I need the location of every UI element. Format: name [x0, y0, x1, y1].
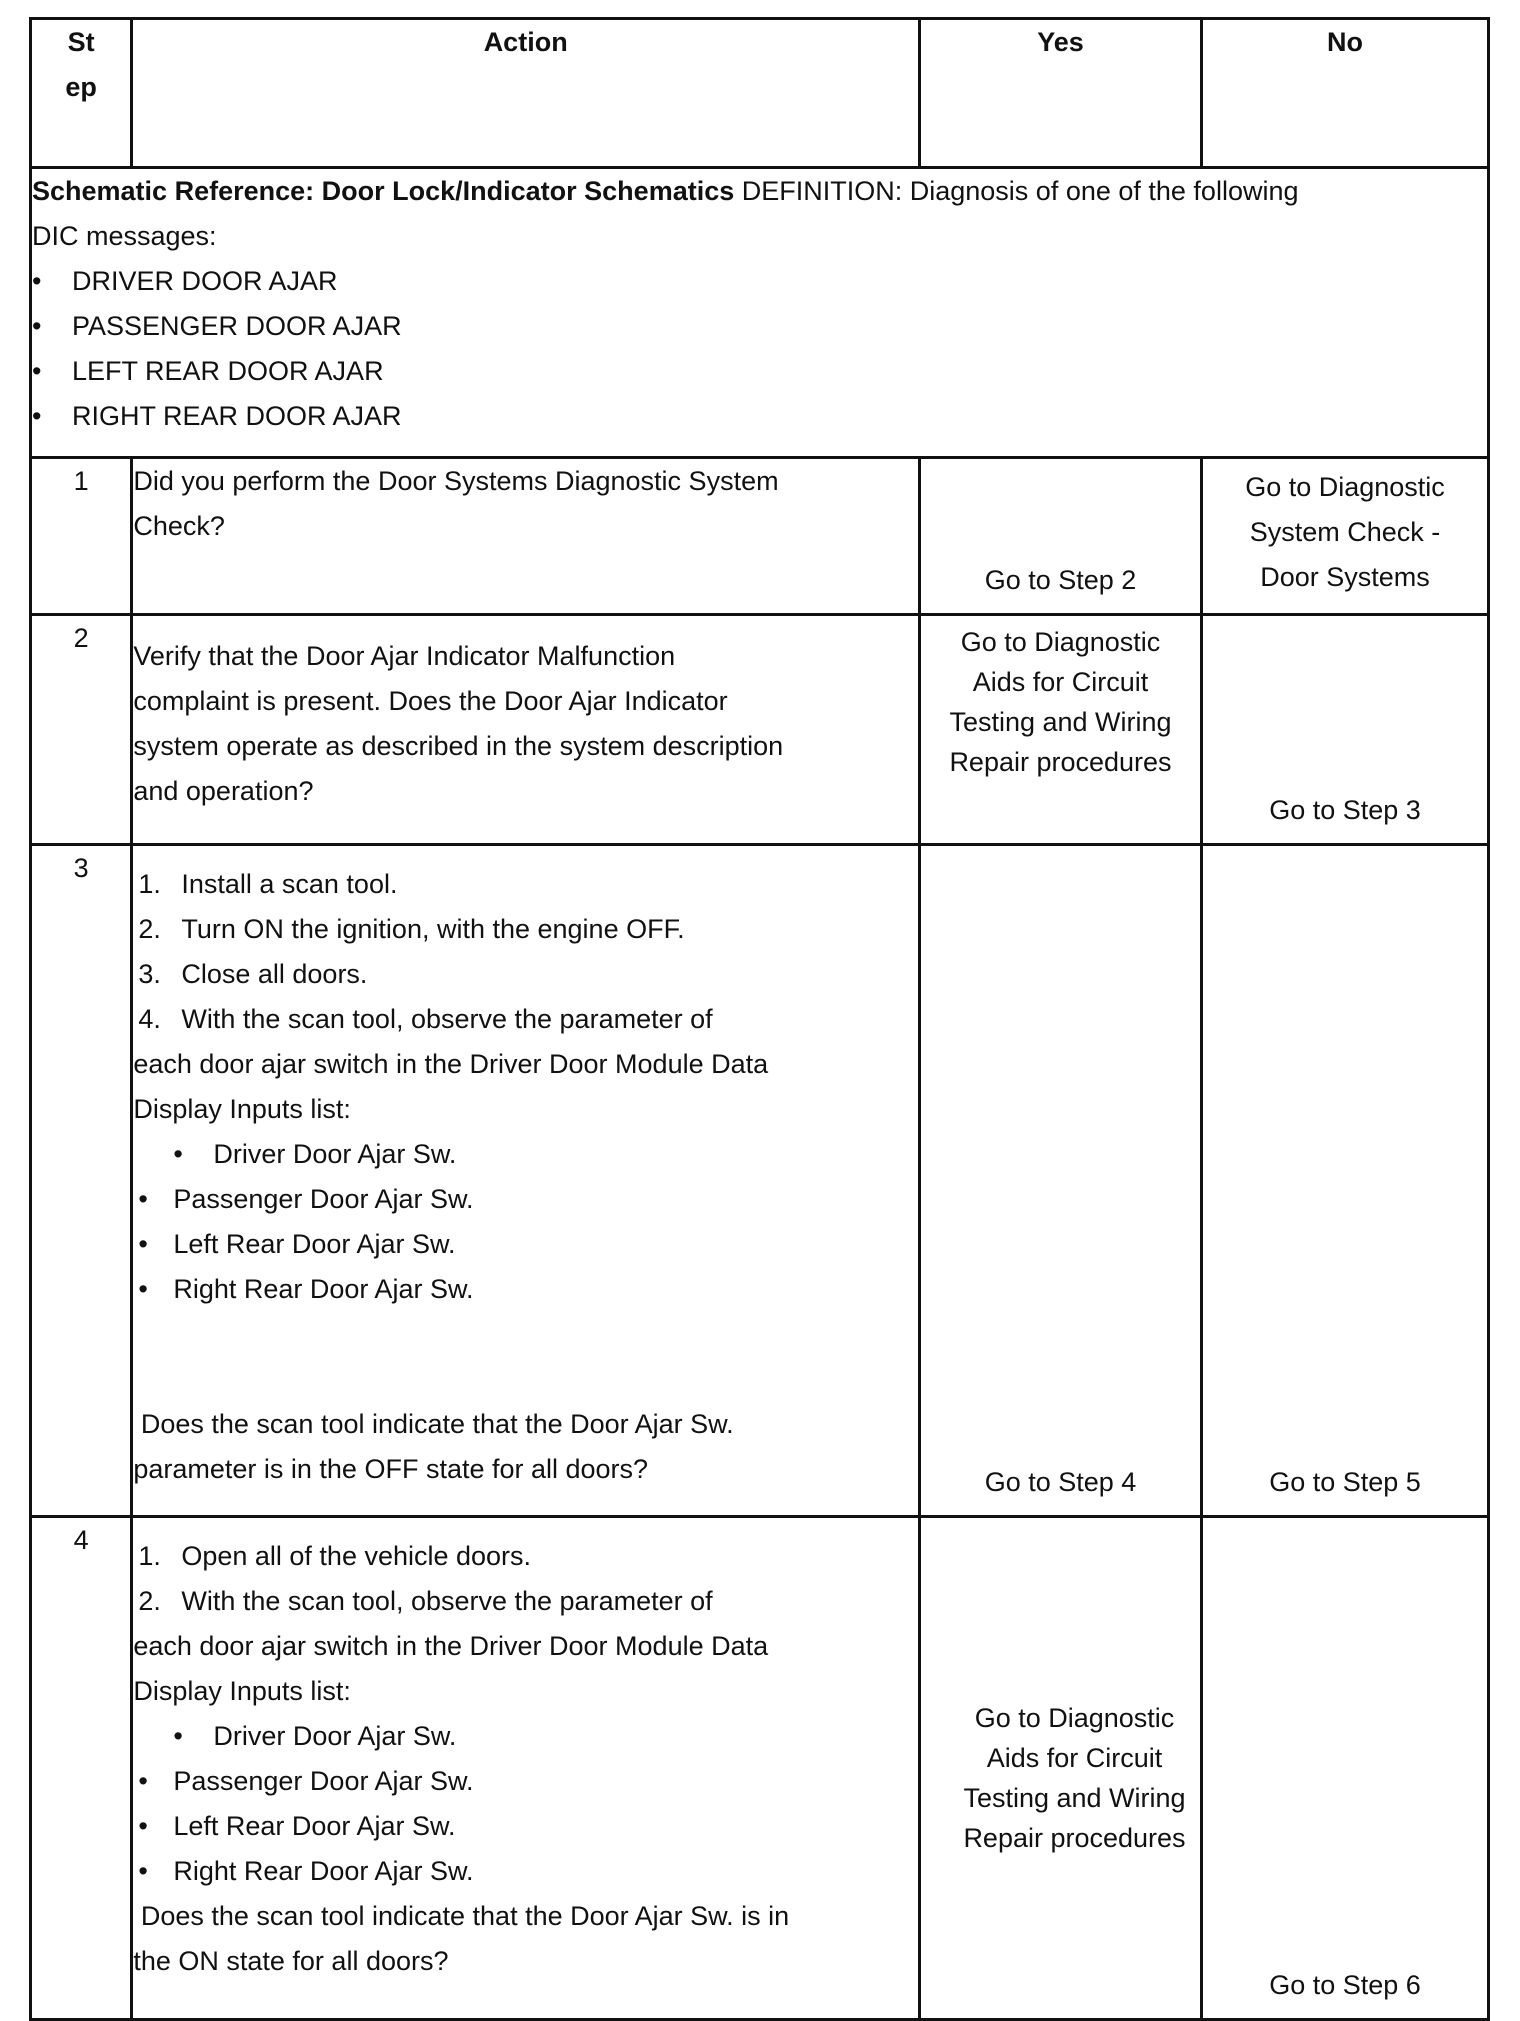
table-header-row — [31, 19, 1489, 168]
step-action: Verify that the Door Ajar Indicator Malfunction complaint is present. Does the Door Ajar Indicator system operate as described in the system description and operation? — [132, 615, 920, 845]
step-yes-result: Go to Diagnostic Aids for Circuit Testing and Wiring Repair procedures — [920, 1517, 1202, 2020]
step-action: 1. Open all of the vehicle doors. 2. With the scan tool, observe the parameter of each door ajar switch in the Driver Door Module Data Display Inputs list: • Driver Door Ajar Sw. • Passenger Door Ajar Sw. • Left Rear Door Ajar Sw. • Right Rear Door Ajar Sw. Does the scan tool indicate that the Door Ajar Sw. is in the ON state for all doors? — [132, 1517, 920, 2020]
step-number: 2 — [31, 615, 132, 845]
bullet-item: • Passenger Door Ajar Sw. — [138, 1184, 474, 1214]
bullet-item: • Right Rear Door Ajar Sw. — [138, 1274, 474, 1304]
step-yes-result: Go to Diagnostic Aids for Circuit Testing and Wiring Repair procedures — [920, 615, 1202, 845]
step-no-result: Go to Step 3 — [1201, 615, 1488, 845]
bullet-item: • Passenger Door Ajar Sw. — [138, 1766, 474, 1796]
step-no-result: Go to Step 5 — [1201, 845, 1488, 1517]
step-action: 1. Install a scan tool. 2. Turn ON the ignition, with the engine OFF. 3. Close all doors. 4. With the scan tool, observe the parameter of each door ajar switch in the Driver Door Module Data Display Inputs list: • Driver Door Ajar Sw. • Passenger Door Ajar Sw. • Left Rear Door Ajar Sw. • Right Rear Door Ajar Sw. Does the scan tool indicate that the Door Ajar Sw. parameter is in the OFF state for all doors? — [132, 845, 920, 1517]
diagnostic-table — [29, 17, 1490, 2021]
bullet-item: • Right Rear Door Ajar Sw. — [138, 1856, 474, 1886]
step-number: 1 — [31, 458, 132, 615]
definition-row — [31, 168, 1489, 458]
step-action: Did you perform the Door Systems Diagnostic System Check? — [132, 458, 920, 615]
table-row-step-2 — [31, 615, 1489, 845]
numbered-item: 1. Open all of the vehicle doors. — [138, 1541, 532, 1571]
step-number: 3 — [31, 845, 132, 1517]
bullet-item: • Driver Door Ajar Sw. — [173, 1721, 457, 1751]
table-row-step-3 — [31, 845, 1489, 1517]
step-yes-result: Go to Step 2 — [920, 458, 1202, 615]
header-step: St ep — [31, 19, 132, 168]
step-no-result: Go to Diagnostic System Check - Door Systems — [1201, 458, 1488, 615]
definition-text: DEFINITION: Diagnosis of one of the following — [734, 176, 1299, 206]
numbered-item: 2. Turn ON the ignition, with the engine OFF. — [138, 914, 685, 944]
header-yes: Yes — [920, 19, 1202, 168]
numbered-item: 3. Close all doors. — [138, 959, 368, 989]
step-yes-result: Go to Step 4 — [920, 845, 1202, 1517]
numbered-item: 2. With the scan tool, observe the parameter of — [138, 1586, 713, 1616]
bullet-item: • Driver Door Ajar Sw. — [173, 1139, 457, 1169]
schematic-reference: Schematic Reference: Door Lock/Indicator Schematics — [32, 176, 735, 206]
header-no: No — [1201, 19, 1488, 168]
dic-message-item: • RIGHT REAR DOOR AJAR — [32, 401, 402, 431]
step-no-result: Go to Step 6 — [1201, 1517, 1488, 2020]
header-action: Action — [132, 19, 920, 168]
bullet-item: • Left Rear Door Ajar Sw. — [138, 1229, 456, 1259]
step-number: 4 — [31, 1517, 132, 2020]
dic-message-item: • LEFT REAR DOOR AJAR — [32, 356, 384, 386]
table-row-step-1 — [31, 458, 1489, 615]
numbered-item: 1. Install a scan tool. — [138, 869, 398, 899]
dic-message-item: • PASSENGER DOOR AJAR — [32, 311, 402, 341]
definition-cell — [31, 168, 1489, 458]
numbered-item: 4. With the scan tool, observe the parameter of — [138, 1004, 713, 1034]
bullet-item: • Left Rear Door Ajar Sw. — [138, 1811, 456, 1841]
definition-line-1 — [32, 169, 1487, 214]
definition-line-2: DIC messages: — [32, 221, 217, 251]
dic-message-item: • DRIVER DOOR AJAR — [32, 266, 338, 296]
table-row-step-4 — [31, 1517, 1489, 2020]
